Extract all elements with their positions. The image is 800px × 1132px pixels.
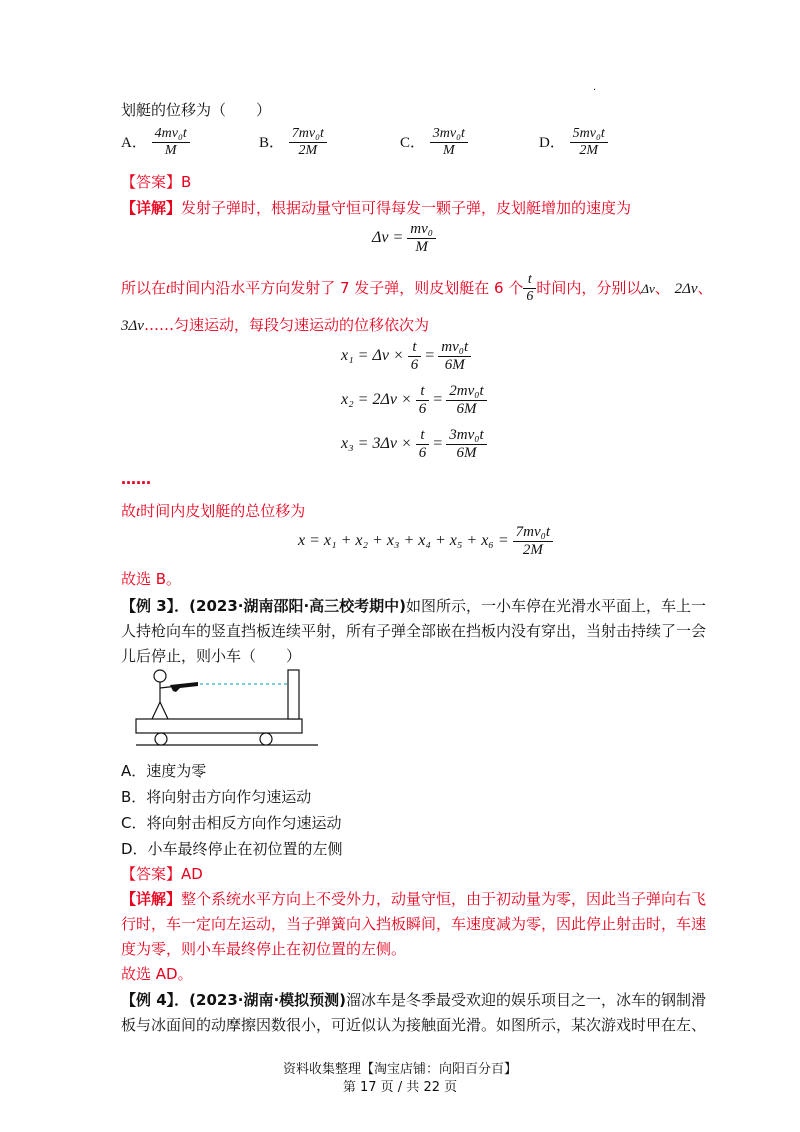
- option-label: B．: [259, 135, 285, 151]
- q2-option-d: [539, 126, 608, 159]
- q3-detail-line2: 行时，车一定向左运动，当子弹簧向入挡板瞬间，车速度减为零，因此停止射击时，车速: [121, 915, 707, 933]
- corner-mark: .: [593, 82, 597, 93]
- text-segment: 时间内，分别以: [536, 279, 642, 297]
- q3-detail-line3: 度为零，则小车最终停止在初位置的左侧。: [121, 940, 407, 958]
- eq-sign: =: [425, 347, 435, 365]
- eq-sign: =: [433, 435, 443, 453]
- q4-line2: 板与冰面间的动摩擦因数很小，可近似认为接触面光滑。如图所示，某次游戏时甲在左、: [121, 1016, 707, 1034]
- option-label: A．: [121, 135, 147, 151]
- q2-answer: 【答案】B: [121, 173, 192, 191]
- q4-tag: 【例 4】．(2023·湖南·模拟预测): [121, 991, 347, 1009]
- baffle-plate: [288, 670, 299, 719]
- frac-num: t: [416, 383, 430, 401]
- option-label: C．: [400, 135, 426, 151]
- option-denominator: 2M: [298, 143, 318, 158]
- wheel-left: [155, 733, 167, 745]
- q3-conclusion: 故选 AD。: [121, 965, 193, 983]
- q3-text: 如图所示，一小车停在光滑水平面上，车上一: [406, 597, 707, 615]
- option-label: D．: [539, 135, 565, 151]
- option-numerator: 7mv₀t: [289, 126, 327, 143]
- q3-option-b: B．将向射击方向作匀速运动: [121, 788, 312, 806]
- wheel-right: [260, 733, 272, 745]
- eq-lhs: x₃ = 3Δv ×: [341, 435, 412, 453]
- frac-den: 6M: [456, 401, 477, 417]
- frac-num: t: [416, 427, 430, 445]
- eq-sign: =: [433, 391, 443, 409]
- person-head: [154, 670, 166, 682]
- option-denominator: M: [164, 143, 177, 158]
- text-segment: 故: [121, 502, 137, 520]
- text-segment: 、: [697, 279, 713, 297]
- cart-body: [136, 719, 302, 733]
- eq-lhs: x₂ = 2Δv ×: [341, 391, 412, 409]
- q3-answer: 【答案】AD: [121, 865, 203, 883]
- q2-option-b: [259, 126, 327, 159]
- option-denominator: M: [443, 143, 455, 158]
- text-segment: ……匀速运动，每段匀速运动的位移依次为: [143, 316, 429, 334]
- detail-tag: 【详解】: [121, 199, 182, 217]
- eq-lhs: x₁ = Δv ×: [341, 347, 404, 365]
- footer-source: 资料收集整理【淘宝店铺：向阳百分百】: [282, 1062, 517, 1077]
- q2-option-c: [400, 126, 468, 159]
- option-denominator: 2M: [579, 143, 598, 158]
- eq-lhs: Δv =: [372, 229, 404, 247]
- frac-num: 7mv₀t: [513, 524, 553, 542]
- frac-den: 6: [418, 445, 427, 461]
- q2-option-a: [121, 126, 190, 159]
- eq-lhs: x = x₁ + x₂ + x₃ + x₄ + x₅ + x₆ =: [298, 532, 509, 550]
- frac-num: 3mv₀t: [446, 427, 486, 445]
- frac-num: t: [523, 272, 536, 289]
- option-numerator: 5mv₀t: [570, 126, 608, 143]
- option-numerator: 4mv₀t: [152, 126, 190, 143]
- q3-line2: 人持枪向车的竖直挡板连续平射，所有子弹全部嵌在挡板内没有穿出，当射击持续了一会: [121, 622, 707, 640]
- option-numerator: 3mv₀t: [430, 126, 468, 143]
- q2-tail-text: 划艇的位移为（ ）: [121, 101, 272, 119]
- frac-num: 2mv₀t: [446, 383, 486, 401]
- q3-option-a: A．速度为零: [121, 762, 207, 780]
- footer-page-number: 第 17 页 / 共 22 页: [342, 1080, 458, 1095]
- math-2dv: 2Δv: [674, 281, 698, 297]
- q2-total-line: [121, 500, 305, 521]
- q4-text: 溜冰车是冬季最受欢迎的娱乐项目之一，冰车的钢制滑: [346, 991, 707, 1009]
- q2-detail-line3: [121, 314, 429, 335]
- eq-denominator: M: [415, 239, 428, 255]
- q3-option-c: C．将向射击相反方向作匀速运动: [121, 814, 342, 832]
- frac-num: mv₀t: [438, 339, 471, 357]
- q2-conclusion: 故选 B。: [121, 570, 182, 588]
- frac-den: 2M: [522, 542, 543, 558]
- equation-x3: [341, 427, 487, 462]
- equation-total: [298, 524, 553, 559]
- detail-text: 发射子弹时，根据动量守恒可得每发一颗子弹，皮划艇增加的速度为: [181, 199, 632, 217]
- ellipsis: ……: [121, 470, 151, 488]
- q3-line3: 儿后停止，则小车（ ）: [121, 647, 302, 665]
- text-segment: 时间内皮划艇的总位移为: [140, 502, 306, 520]
- detail-text: 整个系统水平方向上不受外力，动量守恒，由于初动量为零，因此当子弹向右飞: [181, 890, 707, 908]
- q3-option-d: D．小车最终停止在初位置的左侧: [121, 840, 343, 858]
- person-leg-left: [152, 702, 160, 719]
- frac-den: 6: [410, 357, 419, 373]
- q3-detail-line1: [121, 888, 706, 909]
- equation-delta-v: [372, 221, 436, 256]
- q2-detail-line2: [121, 272, 713, 305]
- equation-x1: [341, 339, 471, 374]
- person-leg-right: [160, 702, 168, 719]
- cart-shooter-diagram: [130, 668, 320, 750]
- frac-den: 6M: [456, 445, 477, 461]
- text-segment: 、: [654, 279, 670, 297]
- rifle: [170, 682, 198, 692]
- math-t: t: [166, 281, 171, 297]
- q3-tag: 【例 3】．(2023·湖南邵阳·高三校考期中): [121, 597, 407, 615]
- equation-x2: [341, 383, 487, 418]
- frac-den: 6M: [444, 357, 465, 373]
- frac-den: 6: [526, 289, 534, 304]
- frac-num: t: [408, 339, 422, 357]
- text-segment: 时间内沿水平方向发射了 7 发子弹，则皮划艇在 6 个: [170, 279, 524, 297]
- detail-tag: 【详解】: [121, 890, 182, 908]
- frac-den: 6: [418, 401, 427, 417]
- q2-detail-line1: [121, 197, 631, 218]
- math-t: t: [136, 504, 141, 520]
- math-3dv: 3Δv: [121, 318, 144, 334]
- text-segment: 所以在: [121, 279, 167, 297]
- eq-numerator: mv₀: [407, 221, 436, 239]
- math-dv: Δv: [641, 281, 655, 296]
- q3-line1: [121, 595, 706, 616]
- q4-line1: [121, 989, 706, 1010]
